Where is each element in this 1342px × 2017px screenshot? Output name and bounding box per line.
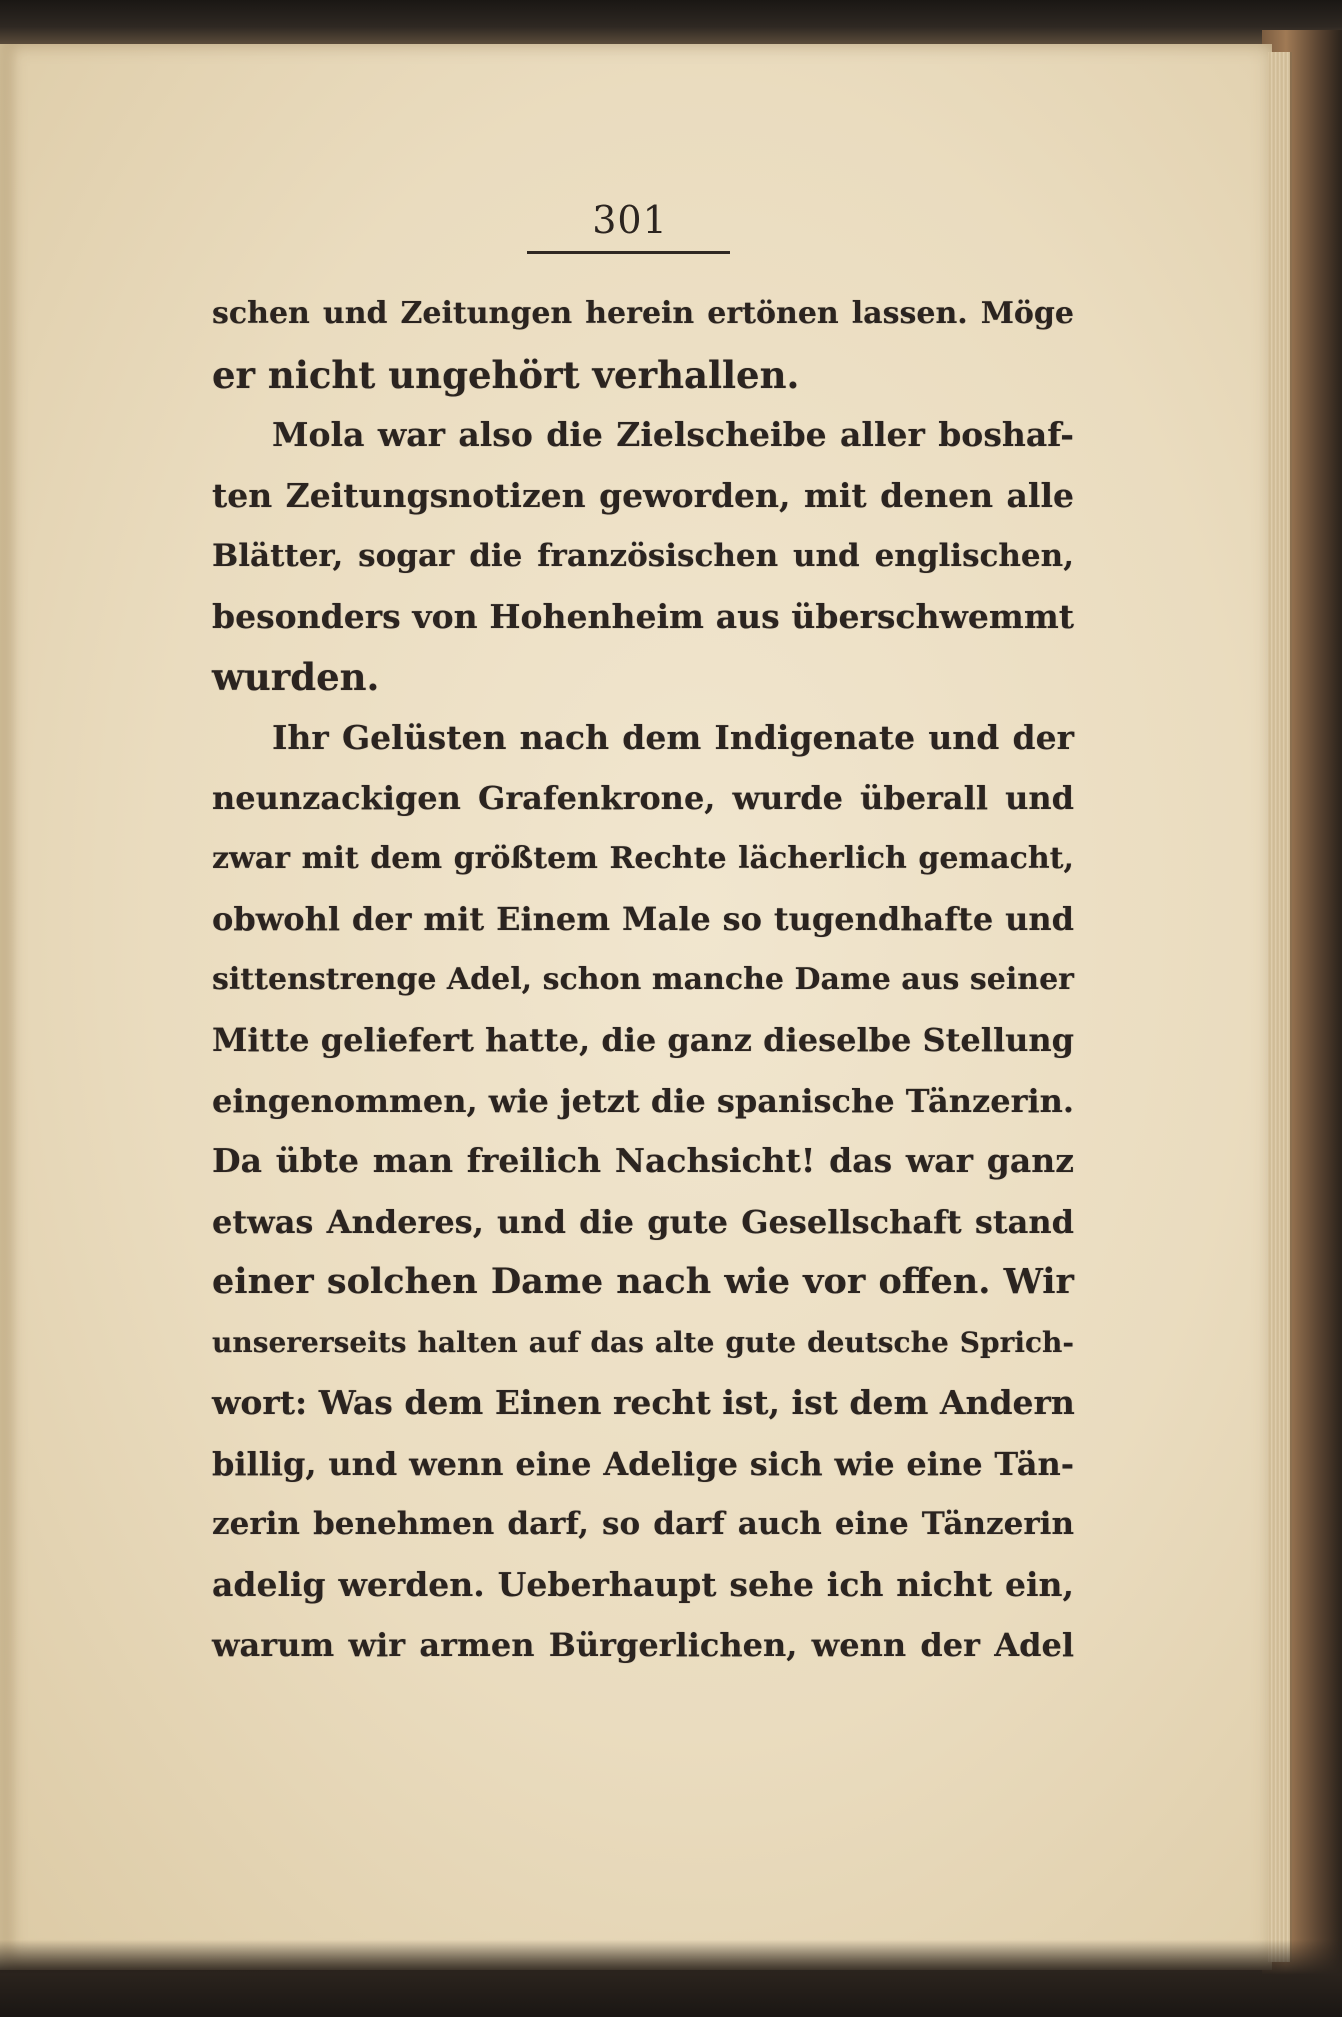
book-cover-top-edge [0,0,1342,44]
text-line: eingenommen, wie jetzt die spanische Tänzerin. [212,1081,1074,1120]
text-line: etwas Anderes, und die gute Gesellschaft stand [212,1202,1074,1241]
body-text [212,284,1074,1676]
text-line: sittenstrenge Adel, schon manche Dame aus seiner [212,961,1074,997]
text-line: ten Zeitungsnotizen geworden, mit denen alle [212,475,1074,515]
text-line: Blätter, sogar die französischen und englischen, [212,538,1074,574]
text-line: Mitte geliefert hatte, die ganz dieselbe Stellung [212,1021,1074,1059]
text-line: unsererseits halten auf das alte gute deutsche Sprich- [212,1325,1074,1359]
text-line: Da übte man freilich Nachsicht! das war ganz [212,1141,1074,1180]
text-line: er nicht ungehört verhallen. [212,352,800,397]
text-line: zwar mit dem größtem Rechte lächerlich gemacht, [212,840,1074,876]
text-line: wort: Was dem Einen recht ist, ist dem Andern [212,1383,1075,1422]
text-line: einer solchen Dame nach wie vor offen. Wir [212,1261,1074,1302]
text-line: zerin benehmen darf, so darf auch eine Tänzerin [212,1506,1074,1542]
text-line: neunzackigen Grafenkrone, wurde überall und [212,779,1074,817]
text-line: besonders von Hohenheim aus überschwemmt [212,596,1074,636]
book-bottom-edge [0,1940,1342,2017]
text-line: schen und Zeitungen herein ertönen lassen. Möge [212,296,1074,331]
page-stack-edge [1268,52,1292,1962]
text-line: Mola war also die Zielscheibe aller boshaf- [272,415,1074,454]
page-gutter [0,44,18,1970]
text-line: obwohl der mit Einem Male so tugendhafte und [212,900,1074,938]
text-line: Ihr Gelüsten nach dem Indigenate und der [272,717,1074,757]
page-number-rule [527,251,730,254]
text-line: adelig werden. Ueberhaupt sehe ich nicht ein, [212,1564,1074,1604]
page-number: 301 [592,198,668,242]
text-line: billig, und wenn eine Adelige sich wie eine Tän- [212,1444,1074,1483]
text-line: warum wir armen Bürgerlichen, wenn der Adel [212,1626,1074,1664]
text-line: wurden. [212,655,380,699]
